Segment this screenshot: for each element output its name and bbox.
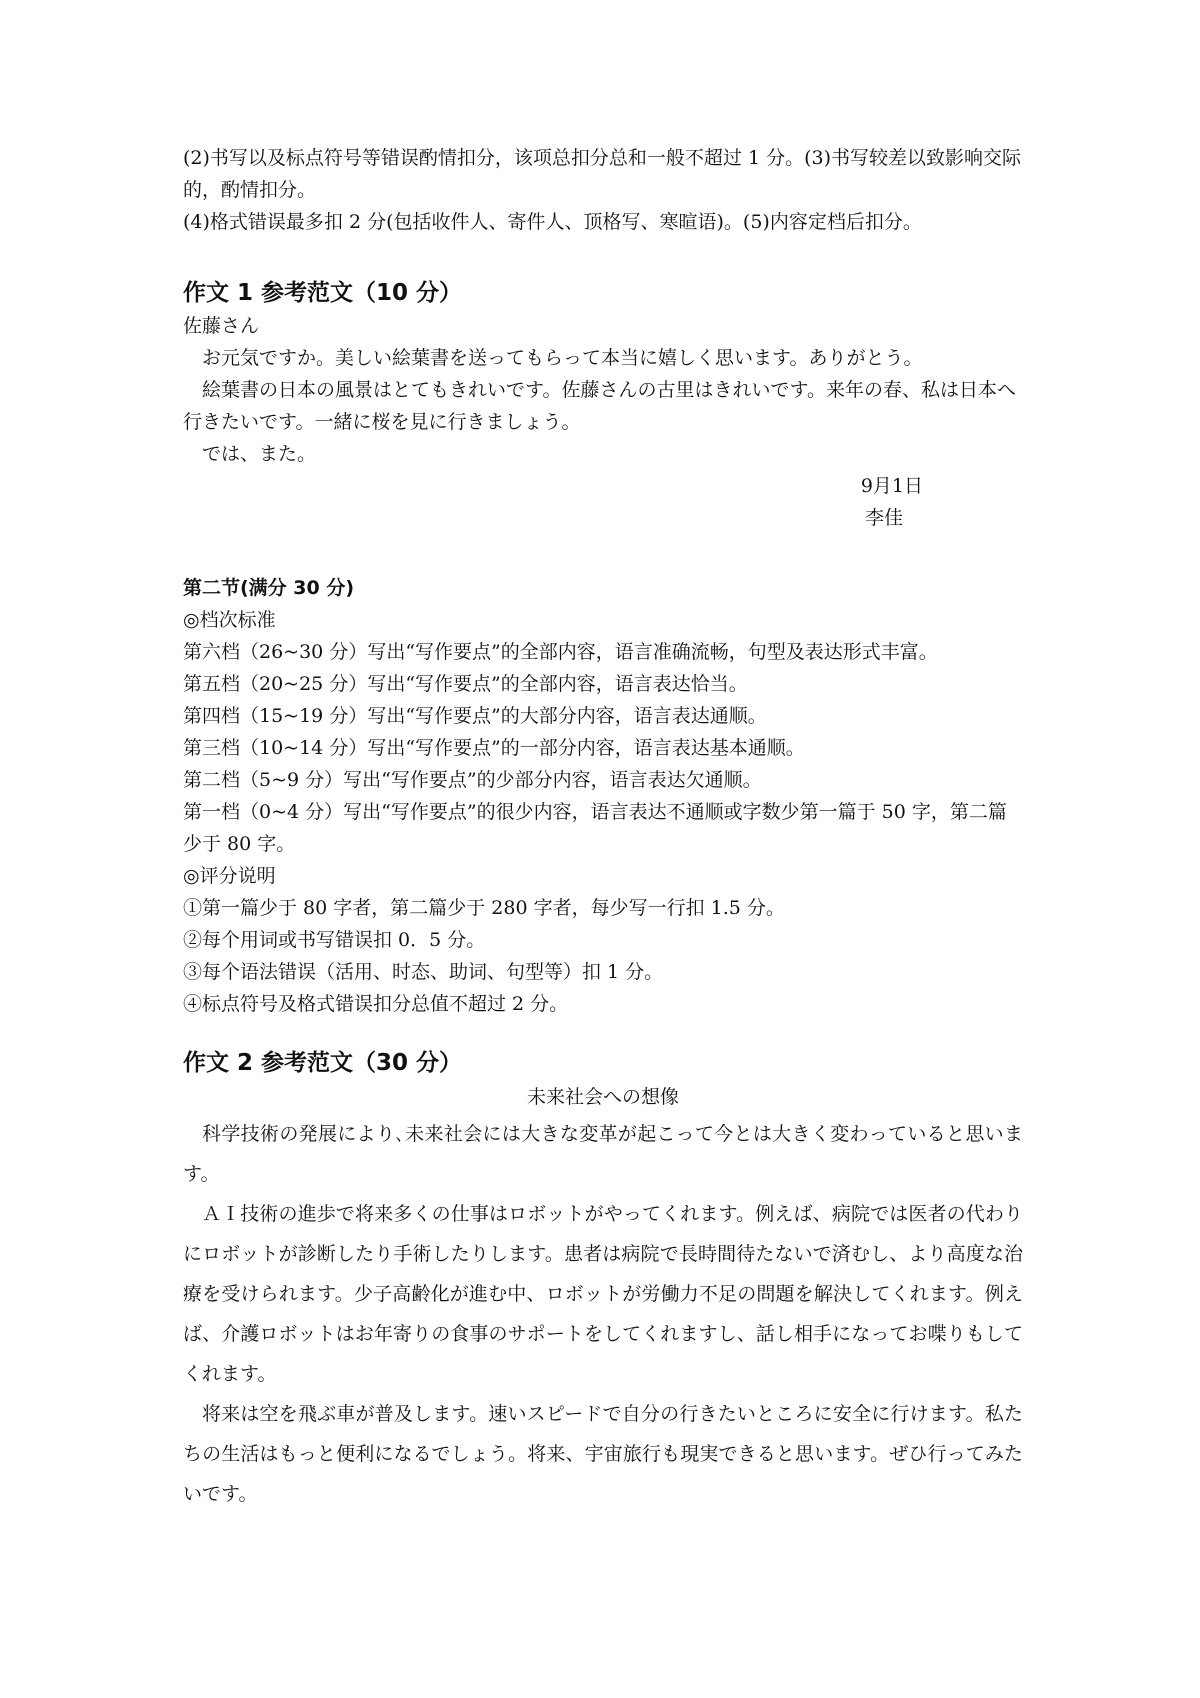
section2-heading: 第二节(满分 30 分) (183, 577, 355, 599)
grade-standard-title: ◎档次标准 (183, 609, 276, 631)
essay1-signature: 李佳 (864, 507, 903, 529)
scoring-rule: ②每个用词或书写错误扣 0．5 分。 (183, 929, 486, 951)
essay2-paragraph: 科学技術の発展により､未来社会には大きな変革が起こって今とは大きく変わっていると思います。 (183, 1123, 1023, 1185)
essay1-salutation: 佐藤さん (183, 315, 260, 337)
scoring-rules-title: ◎评分说明 (183, 865, 276, 887)
grade-item: 第二档（5~9 分）写出“写作要点”的少部分内容，语言表达欠通顺。 (183, 769, 762, 791)
essay1-date: 9月1日 (860, 475, 923, 497)
essay1-heading: 作文 1 参考范文（10 分） (183, 280, 463, 306)
grade-item: 第四档（15~19 分）写出“写作要点”的大部分内容，语言表达通顺。 (183, 705, 767, 727)
scoring-rule: ③每个语法错误（活用、时态、助词、句型等）扣 1 分。 (183, 961, 664, 983)
essay2-paragraph: 将来は空を飛ぶ車が普及します。速いスピードで自分の行きたいところに安全に行けます。私たちの生活はもっと便利になるでしょう。将来、宇宙旅行も現実できると思います。ぜひ行ってみたいです。 (183, 1403, 1023, 1505)
essay1-paragraph: 絵葉書の日本の風景はとてもきれいです。佐藤さんの古里はきれいです。来年の春、私は日本へ行きたいです。一緒に桜を見に行きましょう。 (183, 379, 1016, 433)
essay2-heading: 作文 2 参考范文（30 分） (183, 1050, 463, 1076)
essay2-body (183, 1114, 1023, 1514)
essay2-paragraph: ＡＩ技術の進歩で将来多くの仕事はロボットがやってくれます。例えば、病院では医者の代わりにロボットが診断したり手術したりします。患者は病院で長時間待たないで済むし、より高度な治療を受けられます。少子高齢化が進む中、ロボットが労働力不足の問題を解決してくれます。例えば、介護ロボットはお年寄りの食事のサポートをしてくれますし、話し相手になってお喋りもしてくれます。 (183, 1203, 1023, 1385)
scoring-rule: ④标点符号及格式错误扣分总值不超过 2 分。 (183, 993, 569, 1015)
essay1-paragraph: お元気ですか。美しい絵葉書を送ってもらって本当に嬉しく思います。ありがとう。 (202, 347, 923, 369)
document-page (183, 142, 1023, 1514)
scoring-note-2-3: (2)书写以及标点符号等错误酌情扣分，该项总扣分总和一般不超过 1 分。(3)书写较差以致影响交际的，酌情扣分。 (183, 147, 1021, 201)
grade-item: 第一档（0~4 分）写出“写作要点”的很少内容，语言表达不通顺或字数少第一篇于 50 字，第二篇少于 80 字。 (183, 801, 1007, 855)
scoring-rule: ①第一篇少于 80 字者，第二篇少于 280 字者，每少写一行扣 1.5 分。 (183, 897, 785, 919)
essay1-paragraph: では、また。 (202, 443, 317, 465)
essay2-title: 未来社会への想像 (526, 1086, 679, 1108)
grade-item: 第三档（10~14 分）写出“写作要点”的一部分内容，语言表达基本通顺。 (183, 737, 805, 759)
grade-item: 第五档（20~25 分）写出“写作要点”的全部内容，语言表达恰当。 (183, 673, 748, 695)
grade-item: 第六档（26~30 分）写出“写作要点”的全部内容，语言准确流畅，句型及表达形式丰富。 (183, 641, 938, 663)
scoring-note-4-5: (4)格式错误最多扣 2 分(包括收件人、寄件人、顶格写、寒暄语)。(5)内容定档后扣分。 (183, 211, 922, 233)
